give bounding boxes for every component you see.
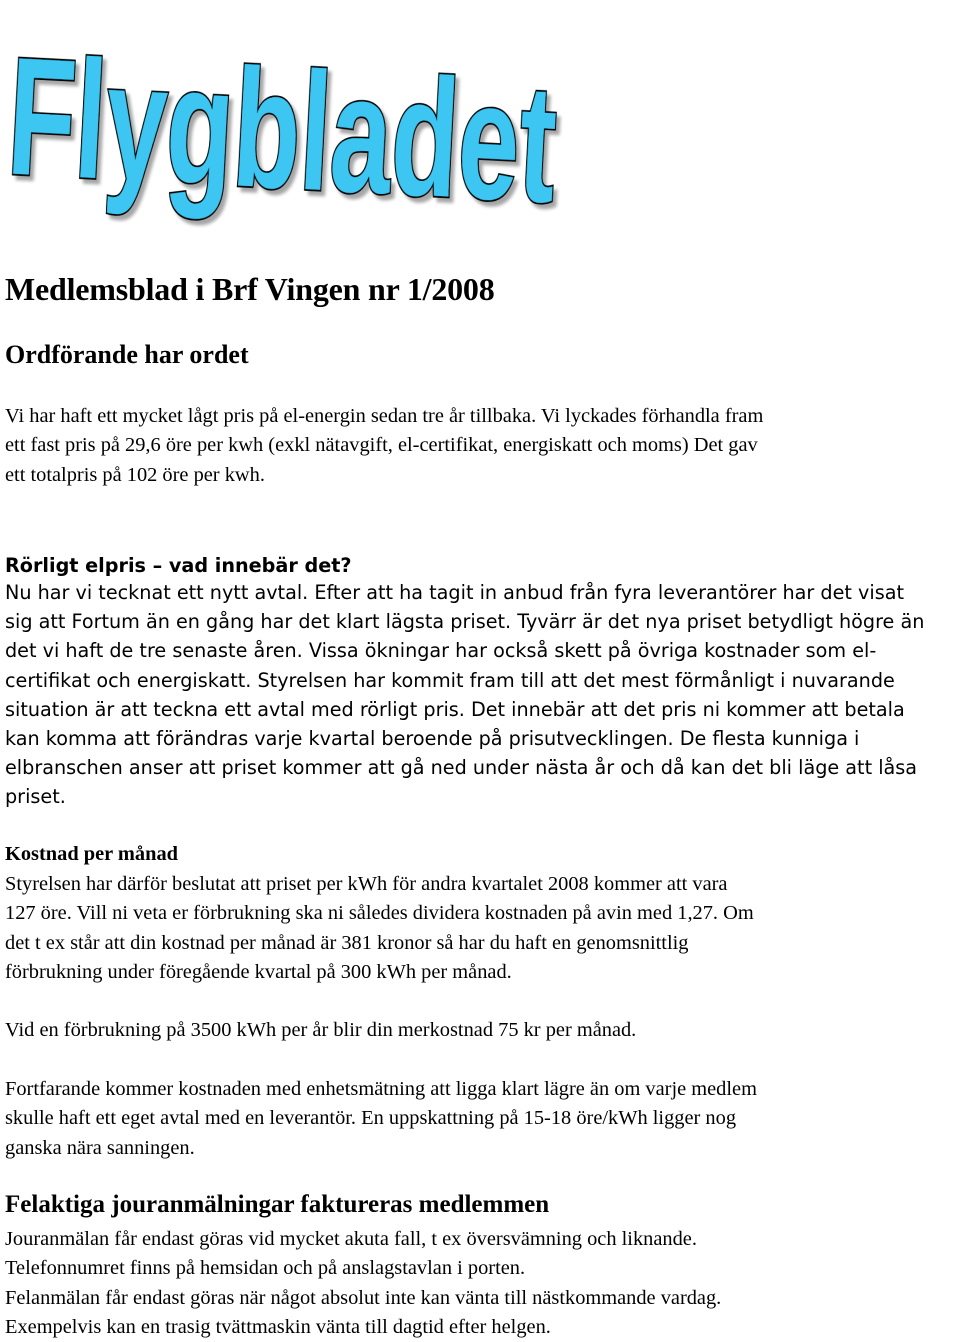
- section-rorligt-elpris-paragraph: [5, 578, 960, 812]
- text-line: sig att Fortum än en gång har det klart lägsta priset. Tyvärr är det nya priset betydligt högre än: [5, 610, 925, 634]
- text-line: kan komma att förändras varje kvartal beroende på prisutvecklingen. De flesta kunniga i: [5, 727, 860, 751]
- text-line: elbranschen anser att priset kommer att gå ned under nästa år och då kan det bli läge att låsa: [5, 756, 918, 780]
- text-line: ganska nära sanningen.: [5, 1136, 195, 1159]
- text-line: Jouranmälan får endast göras vid mycket akuta fall, t ex översvämning och liknande.: [5, 1228, 697, 1250]
- text-line: förbrukning under föregående kvartal på 300 kWh per månad.: [5, 960, 512, 983]
- section-heading-kostnad-per-manad: Kostnad per månad: [5, 843, 178, 865]
- text-line: Telefonnumret finns på hemsidan och på anslagstavlan i porten.: [5, 1257, 526, 1280]
- text-line: det t ex står att din kostnad per månad är 381 kronor så har du haft en genomsnittlig: [5, 931, 689, 954]
- text-line: skulle haft ett eget avtal med en leverantör. En uppskattning på 15-18 öre/kWh ligger nog: [5, 1107, 737, 1130]
- text-line: Felanmälan får endast göras när något absolut inte kan vänta till nästkommande vardag.: [5, 1286, 722, 1309]
- text-line: ett fast pris på 29,6 öre per kwh (exkl nätavgift, el-certifikat, energiskatt och moms) Det gav: [5, 434, 758, 457]
- text-line: Fortfarande kommer kostnaden med enhetsmätning att ligga klart lägre än om varje medlem: [5, 1078, 757, 1100]
- section-heading-rorligt-elpris: Rörligt elpris – vad innebär det?: [5, 554, 352, 577]
- section-jouranmalningar-paragraph: [5, 1225, 955, 1342]
- flygbladet-logo: [0, 0, 763, 249]
- text-line: det vi haft de tre senaste åren. Vissa ökningar har också skett på övriga kostnader som el-: [5, 639, 877, 663]
- section-heading-jouranmalningar: Felaktiga jouranmälningar faktureras medlemmen: [5, 1191, 550, 1218]
- text-line: Vid en förbrukning på 3500 kWh per år blir din merkostnad 75 kr per månad.: [5, 1019, 637, 1041]
- logo-text: Flygbladet: [3, 21, 763, 249]
- text-line: situation är att teckna ett avtal med rörligt pris. Det innebär att det pris ni kommer att betala: [5, 697, 905, 721]
- section-heading-ordforande: Ordförande har ordet: [5, 340, 249, 369]
- section-kostnad-paragraph-1: [5, 870, 955, 987]
- text-line: ett totalpris på 102 öre per kwh.: [5, 463, 265, 486]
- text-line: Nu har vi tecknat ett nytt avtal. Efter att ha tagit in anbud från fyra leverantörer har det visat: [5, 581, 904, 604]
- text-line: 127 öre. Vill ni veta er förbrukning ska ni således dividera kostnaden på avin med 1,27. Om: [5, 902, 754, 925]
- section-ordforande-paragraph: [5, 402, 955, 490]
- text-line: Exempelvis kan en trasig tvättmaskin vänta till dagtid efter helgen.: [5, 1315, 551, 1338]
- text-line: priset.: [5, 785, 66, 809]
- page-title: Medlemsblad i Brf Vingen nr 1/2008: [5, 271, 495, 307]
- text-line: Vi har haft ett mycket lågt pris på el-energin sedan tre år tillbaka. Vi lyckades förhandla fram: [5, 405, 764, 427]
- section-kostnad-paragraph-2: [5, 1016, 955, 1045]
- text-line: Styrelsen har därför beslutat att priset per kWh för andra kvartalet 2008 kommer att vara: [5, 873, 728, 895]
- text-line: certifikat och energiskatt. Styrelsen har kommit fram till att det mest förmånligt i nuvarande: [5, 668, 895, 692]
- section-kostnad-paragraph-3: [5, 1075, 955, 1163]
